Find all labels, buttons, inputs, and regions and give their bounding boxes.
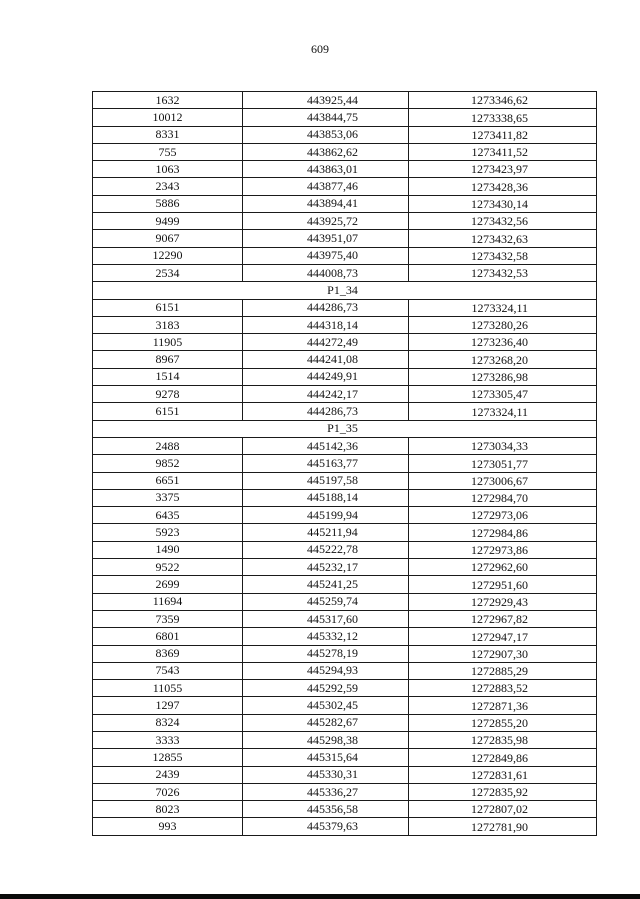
table-row (93, 524, 597, 541)
x-coordinate-cell: 444286,73 (243, 299, 409, 316)
x-coordinate-cell: 444272,49 (243, 334, 409, 351)
table-row (93, 334, 597, 351)
point-id-cell: 7359 (93, 610, 243, 627)
x-coordinate-cell: 445163,77 (243, 455, 409, 472)
table-row (93, 92, 597, 109)
x-coordinate-cell: 445332,12 (243, 628, 409, 645)
table-row (93, 749, 597, 766)
x-coordinate-cell: 445336,27 (243, 783, 409, 800)
point-id-cell: 8331 (93, 126, 243, 143)
y-coordinate-cell: 1272883,52 (409, 680, 597, 697)
y-coordinate-cell: 1273051,77 (409, 455, 597, 472)
point-id-cell: 11055 (93, 680, 243, 697)
point-id-cell: 1063 (93, 161, 243, 178)
y-coordinate-cell: 1272807,02 (409, 801, 597, 818)
y-coordinate-cell: 1272849,86 (409, 749, 597, 766)
table-row (93, 662, 597, 679)
y-coordinate-cell: 1273432,58 (409, 247, 597, 264)
scan-bottom-edge (0, 894, 640, 899)
point-id-cell: 2534 (93, 264, 243, 281)
table-row (93, 714, 597, 731)
point-id-cell: 12855 (93, 749, 243, 766)
table-row (93, 610, 597, 627)
x-coordinate-cell: 444249,91 (243, 368, 409, 385)
point-id-cell: 8369 (93, 645, 243, 662)
table-row (93, 455, 597, 472)
point-id-cell: 6651 (93, 472, 243, 489)
x-coordinate-cell: 445330,31 (243, 766, 409, 783)
y-coordinate-cell: 1272984,70 (409, 489, 597, 506)
x-coordinate-cell: 445211,94 (243, 524, 409, 541)
table-row (93, 783, 597, 800)
point-id-cell: 2699 (93, 576, 243, 593)
section-header-row (93, 420, 597, 437)
point-id-cell: 9852 (93, 455, 243, 472)
table-row (93, 230, 597, 247)
table-row (93, 143, 597, 160)
table-row (93, 766, 597, 783)
table-row (93, 386, 597, 403)
y-coordinate-cell: 1272831,61 (409, 766, 597, 783)
x-coordinate-cell: 443853,06 (243, 126, 409, 143)
table-row (93, 316, 597, 333)
y-coordinate-cell: 1272962,60 (409, 559, 597, 576)
table-row (93, 109, 597, 126)
y-coordinate-cell: 1273346,62 (409, 92, 597, 109)
table-row (93, 247, 597, 264)
x-coordinate-cell: 443862,62 (243, 143, 409, 160)
x-coordinate-cell: 443925,72 (243, 213, 409, 230)
y-coordinate-cell: 1272973,86 (409, 541, 597, 558)
point-id-cell: 3375 (93, 489, 243, 506)
y-coordinate-cell: 1273432,63 (409, 230, 597, 247)
y-coordinate-cell: 1273268,20 (409, 351, 597, 368)
y-coordinate-cell: 1273006,67 (409, 472, 597, 489)
y-coordinate-cell: 1273430,14 (409, 195, 597, 212)
table-row (93, 264, 597, 281)
point-id-cell: 6151 (93, 299, 243, 316)
x-coordinate-cell: 444318,14 (243, 316, 409, 333)
y-coordinate-cell: 1272871,36 (409, 697, 597, 714)
point-id-cell: 8967 (93, 351, 243, 368)
point-id-cell: 6435 (93, 507, 243, 524)
x-coordinate-cell: 445259,74 (243, 593, 409, 610)
point-id-cell: 5886 (93, 195, 243, 212)
point-id-cell: 2439 (93, 766, 243, 783)
x-coordinate-cell: 445199,94 (243, 507, 409, 524)
section-title: P1_35 (93, 420, 597, 437)
y-coordinate-cell: 1273286,98 (409, 368, 597, 385)
y-coordinate-cell: 1273305,47 (409, 386, 597, 403)
x-coordinate-cell: 443975,40 (243, 247, 409, 264)
table-row (93, 437, 597, 454)
table-row (93, 213, 597, 230)
point-id-cell: 2343 (93, 178, 243, 195)
x-coordinate-cell: 444008,73 (243, 264, 409, 281)
point-id-cell: 3333 (93, 731, 243, 748)
y-coordinate-cell: 1273432,53 (409, 264, 597, 281)
point-id-cell: 6151 (93, 403, 243, 420)
y-coordinate-cell: 1273324,11 (409, 299, 597, 316)
y-coordinate-cell: 1273411,52 (409, 143, 597, 160)
x-coordinate-cell: 443894,41 (243, 195, 409, 212)
x-coordinate-cell: 445282,67 (243, 714, 409, 731)
table-row (93, 195, 597, 212)
point-id-cell: 2488 (93, 437, 243, 454)
table-row (93, 541, 597, 558)
y-coordinate-cell: 1272855,20 (409, 714, 597, 731)
point-id-cell: 8023 (93, 801, 243, 818)
y-coordinate-cell: 1272781,90 (409, 818, 597, 835)
x-coordinate-cell: 443877,46 (243, 178, 409, 195)
point-id-cell: 9522 (93, 559, 243, 576)
x-coordinate-cell: 443863,01 (243, 161, 409, 178)
y-coordinate-cell: 1272907,30 (409, 645, 597, 662)
section-header-row (93, 282, 597, 299)
point-id-cell: 6801 (93, 628, 243, 645)
x-coordinate-cell: 445315,64 (243, 749, 409, 766)
point-id-cell: 9278 (93, 386, 243, 403)
point-id-cell: 9067 (93, 230, 243, 247)
x-coordinate-cell: 443925,44 (243, 92, 409, 109)
point-id-cell: 1514 (93, 368, 243, 385)
x-coordinate-cell: 444241,08 (243, 351, 409, 368)
x-coordinate-cell: 443951,07 (243, 230, 409, 247)
y-coordinate-cell: 1272885,29 (409, 662, 597, 679)
point-id-cell: 7026 (93, 783, 243, 800)
y-coordinate-cell: 1273423,97 (409, 161, 597, 178)
y-coordinate-cell: 1273432,56 (409, 213, 597, 230)
table-row (93, 178, 597, 195)
y-coordinate-cell: 1272984,86 (409, 524, 597, 541)
table-row (93, 559, 597, 576)
point-id-cell: 1632 (93, 92, 243, 109)
table-row (93, 472, 597, 489)
table-row (93, 697, 597, 714)
x-coordinate-cell: 445142,36 (243, 437, 409, 454)
y-coordinate-cell: 1272951,60 (409, 576, 597, 593)
table-row (93, 403, 597, 420)
table-row (93, 126, 597, 143)
y-coordinate-cell: 1273411,82 (409, 126, 597, 143)
x-coordinate-cell: 445197,58 (243, 472, 409, 489)
x-coordinate-cell: 445278,19 (243, 645, 409, 662)
point-id-cell: 993 (93, 818, 243, 835)
table-row (93, 507, 597, 524)
point-id-cell: 8324 (93, 714, 243, 731)
y-coordinate-cell: 1272929,43 (409, 593, 597, 610)
x-coordinate-cell: 445232,17 (243, 559, 409, 576)
table-row (93, 576, 597, 593)
table-row (93, 645, 597, 662)
point-id-cell: 1490 (93, 541, 243, 558)
section-title: P1_34 (93, 282, 597, 299)
x-coordinate-cell: 445292,59 (243, 680, 409, 697)
coordinates-table (92, 91, 597, 836)
x-coordinate-cell: 445302,45 (243, 697, 409, 714)
x-coordinate-cell: 445241,25 (243, 576, 409, 593)
x-coordinate-cell: 445356,58 (243, 801, 409, 818)
x-coordinate-cell: 445317,60 (243, 610, 409, 627)
point-id-cell: 1297 (93, 697, 243, 714)
point-id-cell: 11905 (93, 334, 243, 351)
x-coordinate-cell: 445379,63 (243, 818, 409, 835)
table-row (93, 351, 597, 368)
y-coordinate-cell: 1272835,98 (409, 731, 597, 748)
coordinates-table-body (93, 92, 597, 836)
y-coordinate-cell: 1273034,33 (409, 437, 597, 454)
y-coordinate-cell: 1273280,26 (409, 316, 597, 333)
table-row (93, 731, 597, 748)
y-coordinate-cell: 1273236,40 (409, 334, 597, 351)
x-coordinate-cell: 445222,78 (243, 541, 409, 558)
table-row (93, 593, 597, 610)
x-coordinate-cell: 445298,38 (243, 731, 409, 748)
point-id-cell: 7543 (93, 662, 243, 679)
table-row (93, 680, 597, 697)
x-coordinate-cell: 445188,14 (243, 489, 409, 506)
y-coordinate-cell: 1273428,36 (409, 178, 597, 195)
point-id-cell: 755 (93, 143, 243, 160)
y-coordinate-cell: 1272973,06 (409, 507, 597, 524)
y-coordinate-cell: 1272835,92 (409, 783, 597, 800)
x-coordinate-cell: 444286,73 (243, 403, 409, 420)
y-coordinate-cell: 1272947,17 (409, 628, 597, 645)
x-coordinate-cell: 444242,17 (243, 386, 409, 403)
point-id-cell: 12290 (93, 247, 243, 264)
point-id-cell: 10012 (93, 109, 243, 126)
table-row (93, 489, 597, 506)
x-coordinate-cell: 445294,93 (243, 662, 409, 679)
point-id-cell: 11694 (93, 593, 243, 610)
x-coordinate-cell: 443844,75 (243, 109, 409, 126)
table-row (93, 801, 597, 818)
table-row (93, 161, 597, 178)
y-coordinate-cell: 1273324,11 (409, 403, 597, 420)
table-row (93, 818, 597, 835)
point-id-cell: 3183 (93, 316, 243, 333)
table-row (93, 299, 597, 316)
y-coordinate-cell: 1273338,65 (409, 109, 597, 126)
point-id-cell: 5923 (93, 524, 243, 541)
y-coordinate-cell: 1272967,82 (409, 610, 597, 627)
point-id-cell: 9499 (93, 213, 243, 230)
table-row (93, 628, 597, 645)
table-row (93, 368, 597, 385)
page-number: 609 (311, 42, 329, 56)
